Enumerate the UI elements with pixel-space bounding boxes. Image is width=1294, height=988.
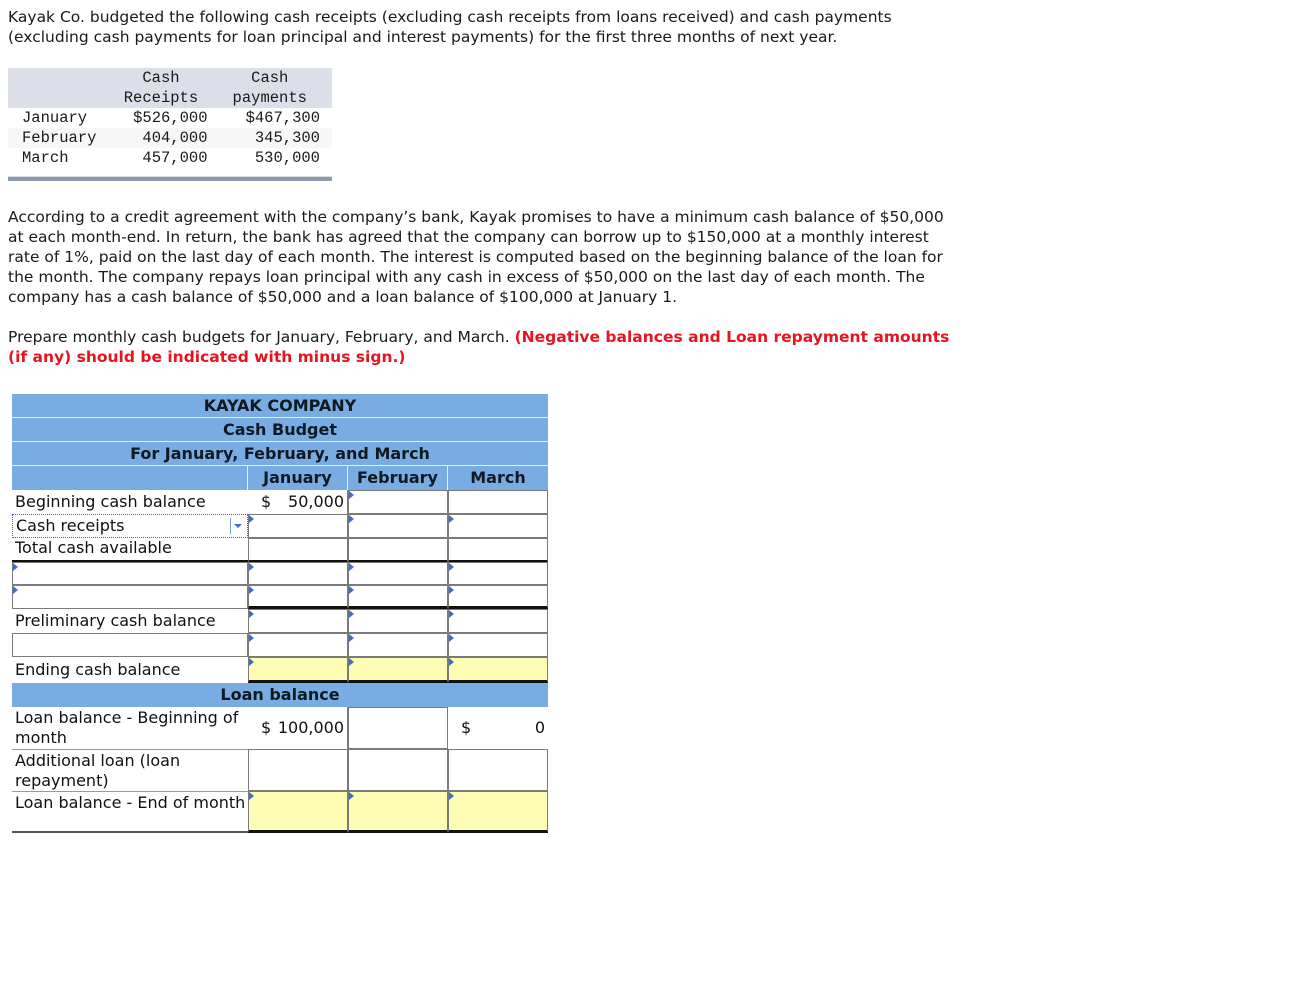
- row-label-loan-beginning: Loan balance - Beginning of month: [15, 708, 239, 747]
- line-item-2-january-input[interactable]: [248, 585, 348, 609]
- given-receipts: 404,000: [142, 129, 208, 147]
- given-header-row-1: [8, 68, 332, 88]
- given-payments: 345,300: [254, 129, 320, 147]
- ending-cash-february-input[interactable]: [348, 657, 448, 683]
- dollar-sign: $: [461, 718, 472, 737]
- loan-beginning-march: [448, 707, 548, 749]
- additional-loan-february-input[interactable]: [348, 749, 448, 791]
- given-data-table: [8, 68, 332, 168]
- intro-paragraph: Kayak Co. budgeted the following cash receipts (excluding cash receipts from loans received) and cash payments (excluding cash payments for loan principal and interest payments) for the first three months of next year.: [8, 8, 892, 46]
- line-item-3-january-input[interactable]: [248, 633, 348, 657]
- line-item-3-label-input[interactable]: [12, 633, 248, 657]
- line-item-3-february-input[interactable]: [348, 633, 448, 657]
- given-header-cash-receipts-1: Cash: [142, 69, 180, 87]
- budget-company-name: KAYAK COMPANY: [12, 394, 548, 418]
- loan-beginning-january: [248, 707, 348, 749]
- given-row-february: [8, 128, 332, 148]
- line-item-1-february-input[interactable]: [348, 562, 448, 585]
- month-header-february: February: [348, 466, 448, 490]
- budget-title: Cash Budget: [12, 418, 548, 442]
- dollar-sign: $: [261, 492, 272, 511]
- ending-cash-january-input[interactable]: [248, 657, 348, 683]
- beginning-cash-january: [248, 490, 348, 514]
- given-receipts: $526,000: [133, 109, 208, 127]
- additional-loan-january-input[interactable]: [248, 749, 348, 791]
- given-header-cash-payments-1: Cash: [251, 69, 289, 87]
- row-label-loan-end: Loan balance - End of month: [12, 791, 248, 833]
- given-header-cash-payments-2: payments: [232, 89, 307, 107]
- beginning-cash-february-input[interactable]: [348, 490, 448, 514]
- given-row-january: [8, 108, 332, 128]
- row-label-preliminary-cash: Preliminary cash balance: [15, 611, 216, 630]
- ending-cash-march-input[interactable]: [448, 657, 548, 683]
- given-receipts: 457,000: [142, 149, 208, 167]
- cash-receipts-label: Cash receipts: [16, 516, 125, 535]
- month-header-january: January: [248, 466, 348, 490]
- preliminary-cash-february-input[interactable]: [348, 609, 448, 633]
- line-item-2-label-input[interactable]: [12, 585, 248, 609]
- dollar-sign: $: [261, 718, 272, 737]
- given-row-march: [8, 148, 332, 168]
- row-label-total-cash: Total cash available: [12, 538, 248, 563]
- given-header-cash-receipts-2: Receipts: [123, 89, 199, 107]
- given-header-row-2: [8, 88, 332, 108]
- cash-receipts-march-input[interactable]: [448, 514, 548, 538]
- cash-budget-form: [12, 394, 548, 834]
- month-header-blank: [12, 466, 248, 490]
- given-header-blank: [8, 68, 114, 88]
- loan-end-january-input[interactable]: [248, 791, 348, 833]
- beginning-cash-march-input[interactable]: [448, 490, 548, 514]
- row-label-additional-loan: Additional loan (loan repayment): [12, 749, 248, 791]
- given-payments: 530,000: [254, 149, 320, 167]
- preliminary-cash-march-input[interactable]: [448, 609, 548, 633]
- loan-section-header: Loan balance: [12, 683, 548, 707]
- instructions-warning: (Negative balances and Loan repayment amounts (if any) should be indicated with minus sign.): [8, 328, 950, 366]
- beginning-cash-january-value: 50,000: [288, 492, 344, 511]
- total-cash-january-input[interactable]: [248, 538, 348, 563]
- given-month: January: [22, 109, 88, 127]
- credit-agreement-paragraph: According to a credit agreement with the company’s bank, Kayak promises to have a minimum cash balance of $50,000 at each month-end. In return, the bank has agreed that the company can borrow up to $150,000 at a monthly interest rate of 1%, paid on the last day of each month. The interest is computed based on the beginning balance of the loan for the month. The company repays loan principal with any cash in excess of $50,000 on the last day of each month. The company has a cash balance of $50,000 and a loan balance of $100,000 at January 1.: [8, 208, 944, 306]
- total-cash-february-input[interactable]: [348, 538, 448, 563]
- cash-receipts-dropdown[interactable]: [12, 514, 248, 538]
- row-label-beginning-cash: Beginning cash balance: [15, 492, 206, 511]
- budget-period: For January, February, and March: [12, 442, 548, 466]
- line-item-2-february-input[interactable]: [348, 585, 448, 609]
- line-item-1-label-input[interactable]: [12, 562, 248, 585]
- instructions-text: Prepare monthly cash budgets for January, February, and March.: [8, 328, 515, 346]
- row-label-ending-cash: Ending cash balance: [15, 660, 181, 679]
- cash-receipts-january-input[interactable]: [248, 514, 348, 538]
- given-month: February: [22, 129, 97, 147]
- preliminary-cash-january-input[interactable]: [248, 609, 348, 633]
- loan-end-march-input[interactable]: [448, 791, 548, 833]
- line-item-1-january-input[interactable]: [248, 562, 348, 585]
- line-item-1-march-input[interactable]: [448, 562, 548, 585]
- cash-receipts-february-input[interactable]: [348, 514, 448, 538]
- given-table-bottom-rule: [8, 176, 332, 181]
- given-month: March: [22, 149, 69, 167]
- total-cash-march-input[interactable]: [448, 538, 548, 563]
- additional-loan-march-input[interactable]: [448, 749, 548, 791]
- given-payments: $467,300: [245, 109, 320, 127]
- loan-beginning-march-value: 0: [534, 718, 545, 737]
- month-header-march: March: [448, 466, 548, 490]
- instructions-paragraph: [8, 327, 953, 367]
- loan-end-february-input[interactable]: [348, 791, 448, 833]
- loan-beginning-february-input[interactable]: [348, 707, 448, 749]
- line-item-2-march-input[interactable]: [448, 585, 548, 609]
- given-header-blank: [8, 88, 114, 108]
- chevron-down-icon[interactable]: [230, 518, 245, 534]
- loan-beginning-january-value: 100,000: [277, 718, 344, 737]
- line-item-3-march-input[interactable]: [448, 633, 548, 657]
